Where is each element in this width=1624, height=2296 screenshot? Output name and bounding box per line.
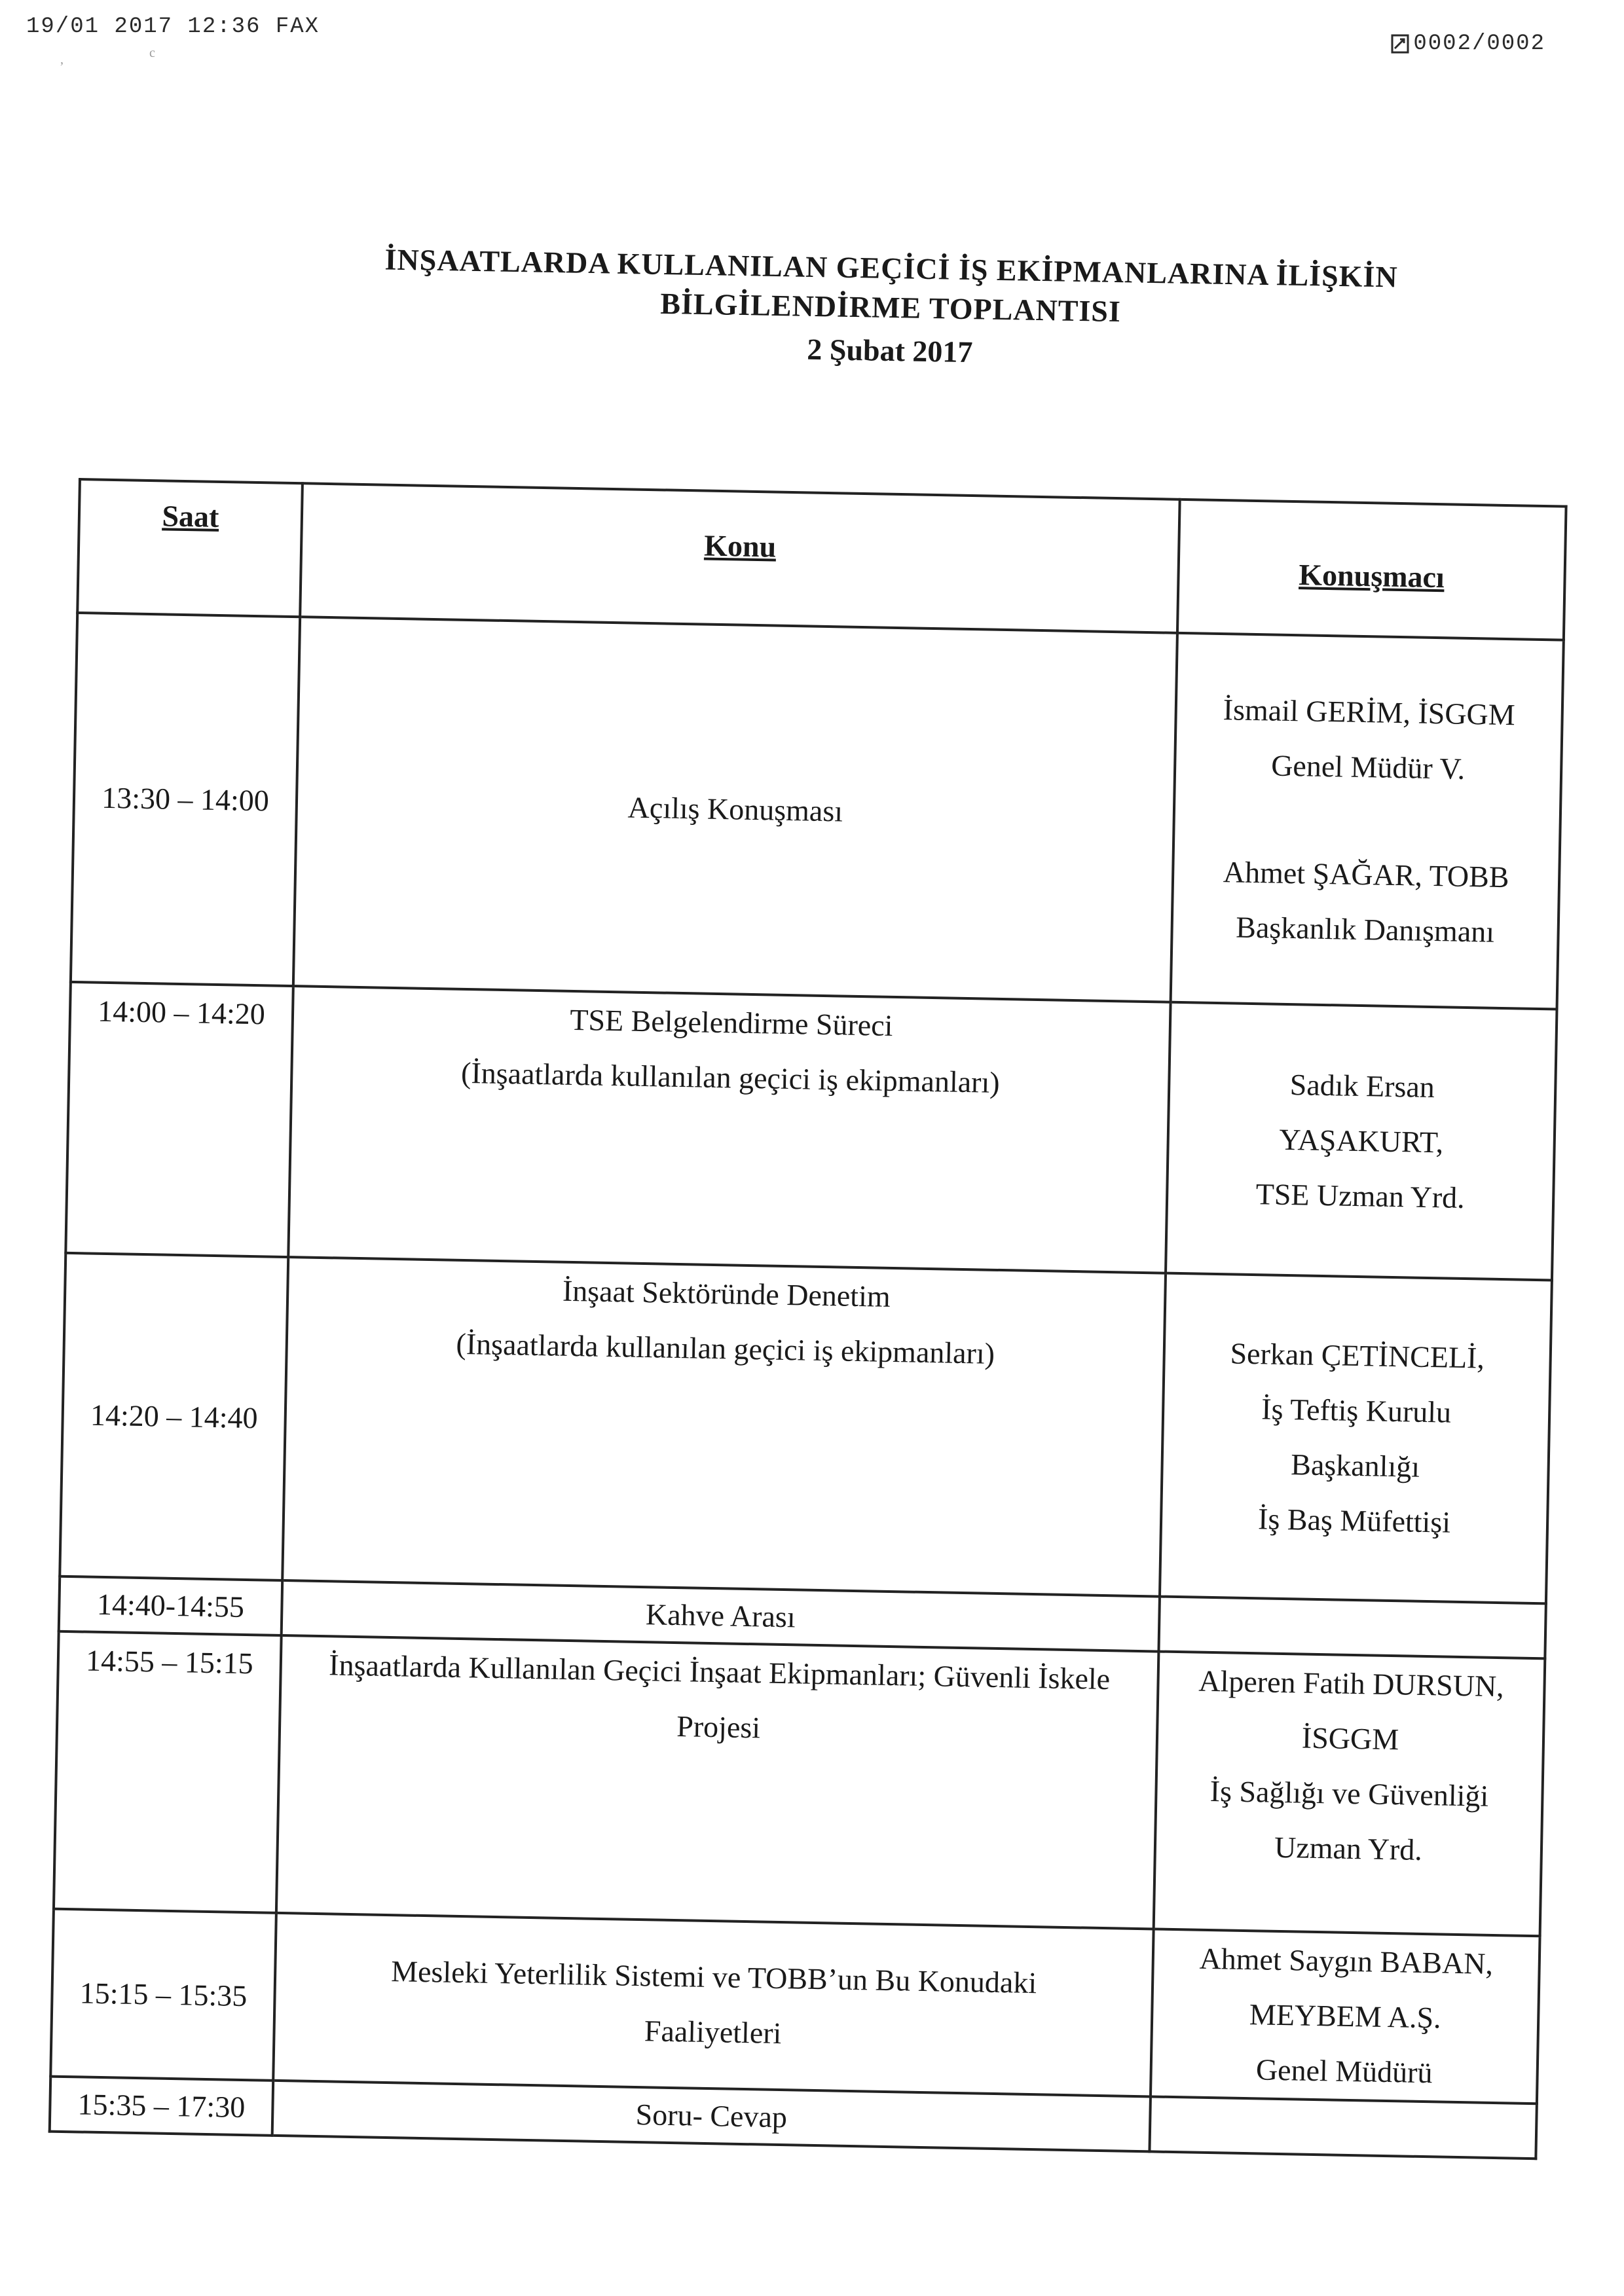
topic-line: İnşaat Sektöründe Denetim (562, 1273, 891, 1313)
speaker-spacer (1181, 792, 1553, 850)
time-cell: 14:40-14:55 (59, 1576, 282, 1635)
topic-cell (293, 617, 1177, 1002)
table-row (50, 1909, 1540, 2104)
fax-header-left: 19/01 2017 12:36 FAX (26, 14, 320, 39)
speaker-line: Sadık Ersan (1289, 1068, 1435, 1104)
topic-line: Faaliyetleri (644, 2014, 782, 2050)
time-cell: 15:15 – 15:35 (50, 1909, 276, 2081)
scan-speck: , (60, 52, 64, 67)
speaker-line: Başkanlık Danışmanı (1235, 910, 1495, 949)
speaker-line: Serkan ÇETİNCELİ, (1230, 1336, 1485, 1375)
speaker-cell (1158, 1597, 1545, 1659)
topic-line: (İnşaatlarda kullanılan geçici iş ekipmanları) (456, 1326, 995, 1370)
speaker-cell (1154, 1652, 1545, 1937)
speaker-line: Uzman Yrd. (1274, 1830, 1423, 1867)
fax-page-icon (1391, 34, 1409, 54)
time-cell: 14:55 – 15:15 (54, 1631, 282, 1913)
speaker-cell (1149, 2096, 1536, 2159)
speaker-line: İsmail GERİM, İSGGM (1223, 693, 1516, 732)
speaker-line: Genel Müdürü (1255, 2052, 1433, 2090)
schedule-table (48, 478, 1568, 2160)
document-title (326, 239, 1454, 382)
topic-line: Projesi (676, 1709, 761, 1745)
topic-line: TSE Belgelendirme Süreci (569, 1002, 893, 1042)
topic-cell (273, 1913, 1153, 2097)
topic-cell (288, 986, 1170, 1273)
header-speaker: Konuşmacı (1177, 500, 1566, 640)
speaker-cell (1151, 1929, 1540, 2104)
title-date: 2 Şubat 2017 (806, 332, 973, 369)
time-cell: 15:35 – 17:30 (50, 2077, 273, 2136)
topic-line: (İnşaatlarda kullanılan geçici iş ekipmanları) (460, 1055, 1001, 1099)
speaker-line: MEYBEM A.Ş. (1249, 1997, 1442, 2035)
fax-header-right (1391, 31, 1545, 56)
speaker-line: İSGGM (1301, 1721, 1399, 1757)
speaker-line: Alperen Fatih DURSUN, (1198, 1664, 1505, 1704)
topic-cell (276, 1635, 1159, 1929)
time-cell: 14:00 – 14:20 (65, 982, 293, 1257)
speaker-line: TSE Uzman Yrd. (1255, 1177, 1466, 1214)
speaker-line: İş Teftiş Kurulu (1261, 1392, 1452, 1429)
table-row (71, 613, 1564, 1010)
title-line-1: İNŞAATLARDA KULLANILAN GEÇİCİ İŞ EKİPMANLARINA İLİŞKİN (384, 242, 1399, 294)
topic-cell (282, 1257, 1166, 1596)
header-time: Saat (77, 479, 303, 617)
table-row (54, 1631, 1545, 1937)
speaker-line: Genel Müdür V. (1270, 748, 1466, 786)
topic-line: İnşaatlarda Kullanılan Geçici İnşaat Ekipmanları; Güvenli İskele (328, 1648, 1111, 1696)
scan-speck: c (149, 46, 155, 60)
speaker-line: İş Baş Müfettişi (1257, 1502, 1451, 1539)
speaker-line: YAŞAKURT, (1278, 1122, 1444, 1159)
header-topic: Konu (300, 483, 1180, 633)
time-cell: 13:30 – 14:00 (71, 613, 300, 986)
fax-page-number: 0002/0002 (1413, 31, 1545, 56)
time-cell: 14:20 – 14:40 (60, 1253, 288, 1580)
speaker-line: Ahmet Saygın BABAN, (1199, 1941, 1494, 1980)
title-line-2: BİLGİLENDİRME TOPLANTISI (659, 286, 1122, 329)
topic-cell: Kahve Arası (282, 1580, 1160, 1652)
speaker-cell (1166, 1002, 1557, 1281)
topic-cell: Soru- Cevap (272, 2081, 1151, 2152)
table-header-row (77, 479, 1566, 640)
speaker-line: Ahmet ŞAĞAR, TOBB (1223, 855, 1509, 894)
schedule-table-wrapper (48, 478, 1568, 2160)
speaker-line: İş Sağlığı ve Güvenliği (1209, 1774, 1489, 1813)
table-row (60, 1253, 1552, 1604)
topic-line: Mesleki Yeterlilik Sistemi ve TOBB’un Bu Konudaki (390, 1954, 1037, 2000)
speaker-cell (1171, 633, 1564, 1010)
speaker-cell (1160, 1273, 1552, 1604)
topic-line: Açılış Konuşması (627, 790, 843, 828)
speaker-line: Başkanlığı (1290, 1448, 1420, 1484)
table-row (65, 982, 1557, 1281)
